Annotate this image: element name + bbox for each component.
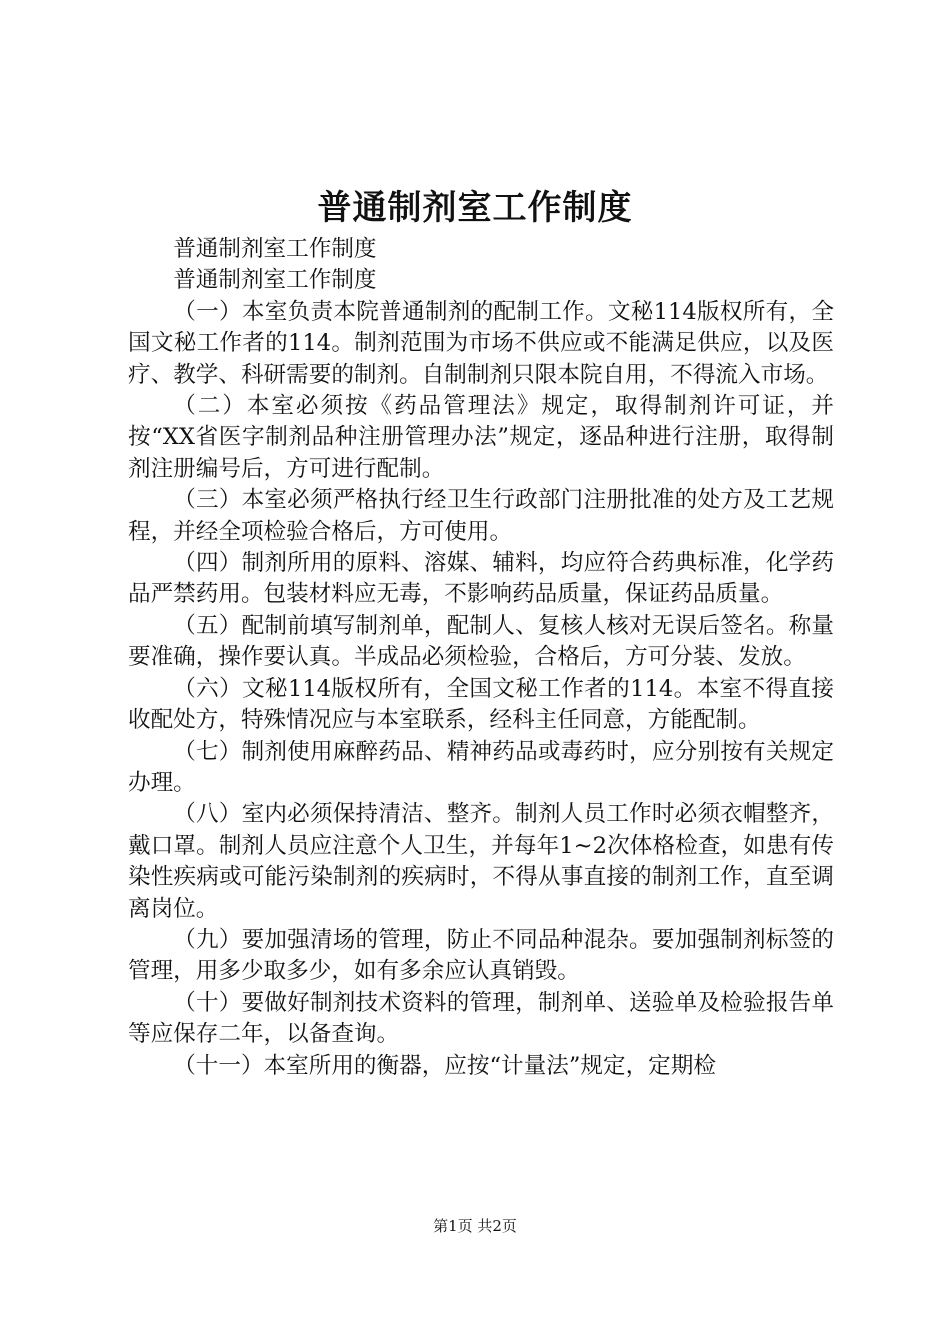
page-footer bbox=[0, 1214, 950, 1238]
page-number-indicator: 第1页 共2页 bbox=[433, 1217, 517, 1235]
paragraph-item-9: （九）要加强清场的管理，防止不同品种混杂。要加强制剂标签的管理，用多少取多少，如有多余应认真销毁。 bbox=[128, 926, 834, 985]
subtitle-line: 普通制剂室工作制度 bbox=[173, 236, 377, 262]
document-body bbox=[128, 234, 834, 1082]
paragraph-item-11: （十一）本室所用的衡器，应按“计量法”规定，定期检 bbox=[173, 1052, 716, 1079]
document-title: 普通制剂室工作制度 bbox=[317, 188, 633, 228]
paragraph-item-5: （五）配制前填写制剂单，配制人、复核人核对无误后签名。称量要准确，操作要认真。半成品必须检验，合格后，方可分装、发放。 bbox=[128, 612, 834, 671]
paragraph-item-4: （四）制剂所用的原料、溶媒、辅料，均应符合药典标准，化学药品严禁药用。包装材料应无毒，不影响药品质量，保证药品质量。 bbox=[128, 550, 834, 608]
paragraph-item-10: （十）要做好制剂技术资料的管理，制剂单、送验单及检验报告单等应保存二年，以备查询。 bbox=[128, 989, 834, 1048]
paragraph-item-1: （一）本室负责本院普通制剂的配制工作。文秘114版权所有，全国文秘工作者的114。制剂范围为市场不供应或不能满足供应，以及医疗、教学、科研需要的制剂。自制制剂只限本院自用，不得流入市场。 bbox=[128, 298, 834, 388]
paragraph-item-6: （六）文秘114版权所有，全国文秘工作者的114。本室不得直接收配处方，特殊情况应与本室联系，经科主任同意，方能配制。 bbox=[128, 675, 834, 734]
paragraph-item-3: （三）本室必须严格执行经卫生行政部门注册批准的处方及工艺规程，并经全项检验合格后，方可使用。 bbox=[128, 487, 834, 545]
paragraph-item-7: （七）制剂使用麻醉药品、精神药品或毒药时，应分别按有关规定办理。 bbox=[128, 738, 834, 796]
paragraph-item-2: （二）本室必须按《药品管理法》规定，取得制剂许可证，并按“XX省医字制剂品种注册管理办法”规定，逐品种进行注册，取得制剂注册编号后，方可进行配制。 bbox=[128, 393, 834, 482]
paragraph-item-8: （八）室内必须保持清洁、整齐。制剂人员工作时必须衣帽整齐，戴口罩。制剂人员应注意个人卫生，并每年1~2次体格检查，如患有传染性疾病或可能污染制剂的疾病时，不得从事直接的制剂工作，直至调离岗位。 bbox=[128, 801, 834, 922]
subtitle-line: 普通制剂室工作制度 bbox=[173, 267, 377, 294]
